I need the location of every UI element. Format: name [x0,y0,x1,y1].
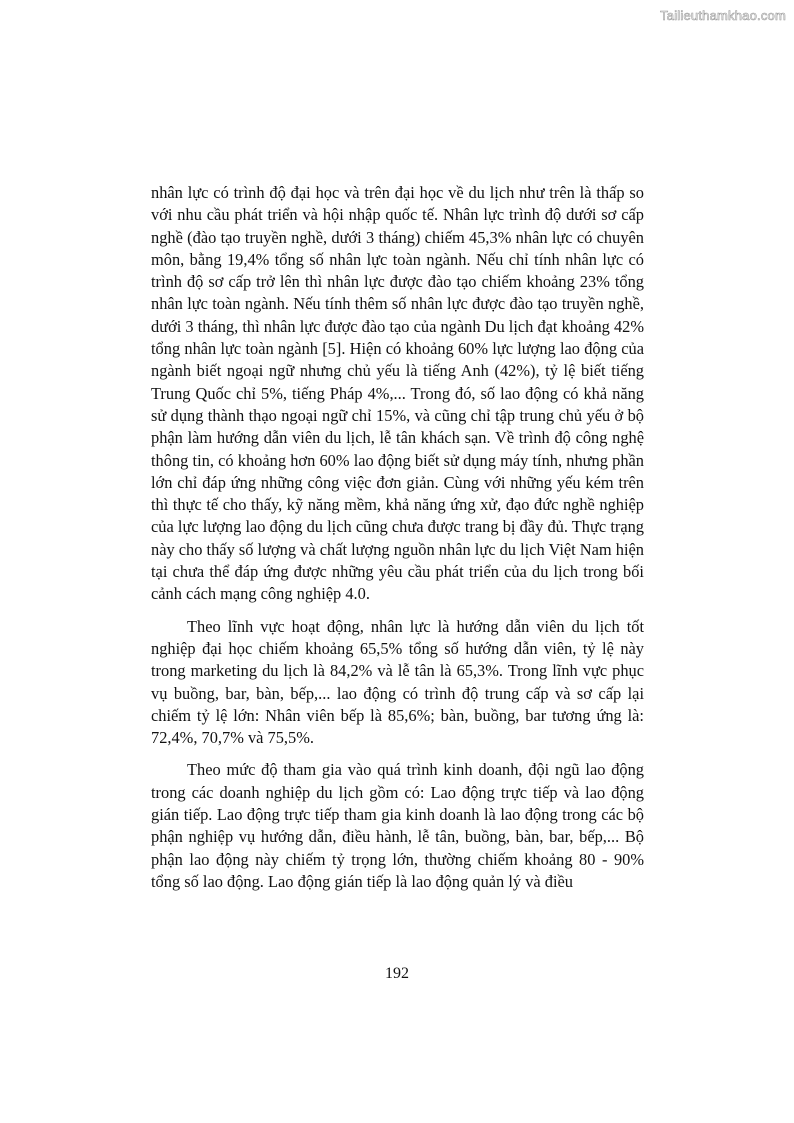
watermark-text: Tailieuthamkhao.com [660,8,786,23]
page-number: 192 [385,965,409,982]
paragraph-3: Theo mức độ tham gia vào quá trình kinh doanh, đội ngũ lao động trong các doanh nghiệp du lịch gồm có: Lao động trực tiếp và lao động gián tiếp. Lao động trực tiếp tham gia kinh doanh là lao động trong các bộ phận nghiệp vụ hướng dẫn, điều hành, lễ tân, buồng, bàn, bar, bếp,... Bộ phận lao động này chiếm tỷ trọng lớn, thường chiếm khoảng 80 - 90% tổng số lao động. Lao động gián tiếp là lao động quản lý và điều [151,760,644,891]
paragraph-1: nhân lực có trình độ đại học và trên đại học về du lịch như trên là thấp so với nhu cầu phát triển và hội nhập quốc tế. Nhân lực trình độ dưới sơ cấp nghề (đào tạo truyền nghề, dưới 3 tháng) chiếm 45,3% nhân lực có chuyên môn, bằng 19,4% tổng số nhân lực toàn ngành. Nếu chỉ tính nhân lực có trình độ sơ cấp trở lên thì nhân lực được đào tạo chiếm khoảng 23% tổng nhân lực toàn ngành. Nếu tính thêm số nhân lực được đào tạo truyền nghề, dưới 3 tháng, thì nhân lực được đào tạo của ngành Du lịch đạt khoảng 42% tổng nhân lực toàn ngành [5]. Hiện có khoảng 60% lực lượng lao động của ngành biết ngoại ngữ nhưng chủ yếu là tiếng Anh (42%), tỷ lệ biết tiếng Trung Quốc chỉ 5%, tiếng Pháp 4%,... Trong đó, số lao động có khả năng sử dụng thành thạo ngoại ngữ chỉ 15%, và cũng chỉ tập trung chủ yếu ở bộ phận làm hướng dẫn viên du lịch, lễ tân khách sạn. Về trình độ công nghệ thông tin, có khoảng hơn 60% lao động biết sử dụng máy tính, nhưng phần lớn chỉ đáp ứng những công việc đơn giản. Cùng với những yếu kém trên thì thực tế cho thấy, kỹ năng mềm, khả năng ứng xử, đạo đức nghề nghiệp của lực lượng lao động du lịch cũng chưa được trang bị đầy đủ. Thực trạng này cho thấy số lượng và chất lượng nguồn nhân lực du lịch Việt Nam hiện tại chưa thể đáp ứng được những yêu cầu phát triển của du lịch trong bối cảnh cách mạng công nghiệp 4.0. [151,183,644,604]
page-body [151,182,644,893]
paragraph-2: Theo lĩnh vực hoạt động, nhân lực là hướng dẫn viên du lịch tốt nghiệp đại học chiếm khoảng 65,5% tổng số hướng dẫn viên, tỷ lệ này trong marketing du lịch là 84,2% và lễ tân là 65,3%. Trong lĩnh vực phục vụ buồng, bar, bàn, bếp,... lao động có trình độ trung cấp và sơ cấp lại chiếm tỷ lệ lớn: Nhân viên bếp là 85,6%; bàn, buồng, bar tương ứng là: 72,4%, 70,7% và 75,5%. [151,616,644,748]
